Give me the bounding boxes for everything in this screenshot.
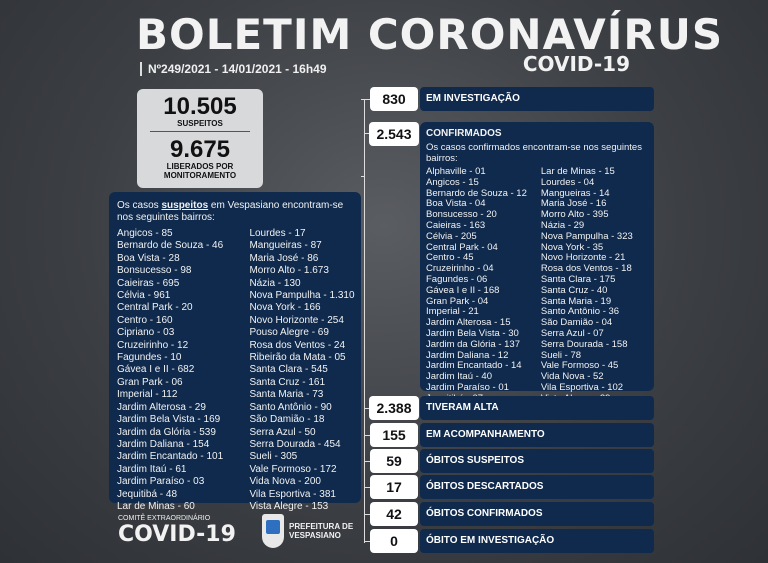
- list-item: Jardim da Glória - 137: [426, 338, 520, 350]
- connector-line: [361, 176, 365, 177]
- released-count: 9.675: [169, 136, 231, 163]
- list-item: Vale Formoso - 172: [249, 463, 337, 475]
- list-item: Santo Antônio - 90: [249, 401, 332, 413]
- released-label-2: MONITORAMENTO: [163, 171, 237, 180]
- list-item: Jardim Encantado - 14: [426, 360, 522, 372]
- list-item: Bonsucesso - 98: [117, 265, 192, 277]
- connector-line: [361, 99, 370, 100]
- suspects-neighborhoods-panel: [109, 192, 361, 512]
- list-item: Maria José - 86: [249, 252, 319, 264]
- suspects-count: 10.505: [163, 93, 237, 120]
- list-item: Gávea I e II - 168: [426, 284, 500, 296]
- investigated-deaths-label: ÓBITO EM INVESTIGAÇÃO: [420, 529, 654, 553]
- list-item: Vila Esportiva - 381: [249, 488, 336, 500]
- list-item: Santa Cruz - 40: [540, 284, 608, 296]
- list-item: Alphaville - 01: [426, 166, 486, 177]
- committee-logo: [118, 515, 236, 547]
- list-item: Nova York - 35: [540, 241, 604, 253]
- list-item: Célvia - 961: [117, 290, 171, 302]
- list-item: Boa Vista - 04: [426, 198, 486, 210]
- list-item: Caieiras - 163: [426, 219, 486, 231]
- list-item: Vida Nova - 200: [249, 476, 321, 488]
- confirmed-count: 2.543: [369, 122, 419, 146]
- list-item: Maria José - 16: [540, 198, 607, 210]
- suspects-summary: [137, 89, 263, 188]
- list-item: Santo Antônio - 36: [540, 306, 620, 318]
- confirmed-intro: Os casos confirmados encontram-se nos seguintes bairros:: [426, 142, 642, 164]
- list-item: Santa Cruz - 161: [249, 376, 326, 388]
- list-item: Jardim Alterosa - 15: [426, 317, 511, 329]
- list-item: Célvia - 205: [426, 230, 477, 242]
- list-item: Jardim Itaú - 40: [426, 371, 492, 383]
- monitoring-label: EM ACOMPANHAMENTO: [420, 423, 654, 447]
- confirmed-deaths-label: ÓBITOS CONFIRMADOS: [420, 502, 654, 526]
- list-item: Vida Nova - 52: [540, 371, 604, 383]
- list-item: Morro Alto - 395: [540, 209, 609, 221]
- list-item: Vale Formoso - 45: [540, 360, 619, 372]
- covid-logo-text: COVID-19: [118, 522, 236, 547]
- list-item: Cruzeirinho - 04: [426, 263, 494, 275]
- discarded-deaths-label: ÓBITOS DESCARTADOS: [420, 475, 654, 499]
- confirmed-neighborhoods-panel: [420, 122, 654, 391]
- list-item: Jardim Encantado - 101: [117, 451, 224, 463]
- list-item: Fagundes - 06: [426, 273, 488, 285]
- bulletin-date: Nº249/2021 - 14/01/2021 - 16h49: [140, 62, 327, 76]
- list-item: Fagundes - 10: [117, 352, 182, 364]
- list-item: São Damião - 04: [540, 317, 613, 329]
- list-item: Mangueiras - 14: [540, 187, 610, 199]
- list-item: Jequitibá - 48: [117, 488, 178, 500]
- list-item: Nova Pampulha - 1.310: [249, 290, 355, 302]
- confirmed-deaths-count: 42: [370, 502, 418, 526]
- list-item: Jardim Daliana - 12: [426, 349, 509, 361]
- list-item: Rosa dos Ventos - 24: [249, 339, 346, 351]
- list-item: Gávea I e II - 682: [117, 364, 195, 376]
- list-item: Lourdes - 04: [540, 176, 595, 188]
- divider: [150, 131, 250, 132]
- list-item: Jardim Itaú - 61: [117, 463, 187, 475]
- list-item: Santa Clara - 175: [540, 273, 616, 285]
- list-item: Imperial - 21: [426, 306, 479, 318]
- list-item: Boa Vista - 28: [117, 252, 180, 264]
- list-item: Pouso Alegre - 69: [249, 327, 329, 339]
- list-item: Lar de Minas - 60: [117, 500, 195, 512]
- list-item: Bonsucesso - 20: [426, 209, 497, 221]
- list-item: Bernardo de Souza - 12: [426, 187, 527, 199]
- list-item: Santa Clara - 545: [249, 364, 328, 376]
- list-item: Serra Dourada - 454: [249, 438, 341, 450]
- list-item: Santa Maria - 73: [249, 389, 324, 401]
- list-item: Vila Esportiva - 102: [540, 381, 624, 393]
- list-item: Morro Alto - 1.673: [249, 265, 329, 277]
- suspects-column-2: [249, 228, 355, 513]
- list-item: Názia - 130: [249, 277, 301, 289]
- list-item: Central Park - 20: [117, 302, 193, 314]
- list-item: Nova York - 166: [249, 302, 321, 314]
- investigated-deaths-count: 0: [370, 529, 418, 553]
- list-item: Centro - 160: [117, 314, 173, 326]
- connector-line: [364, 99, 365, 543]
- suspects-label: SUSPEITOS: [177, 119, 223, 128]
- list-item: Caieiras - 695: [117, 277, 180, 289]
- list-item: Jardim Bela Vista - 30: [426, 327, 519, 339]
- investigation-count: 830: [370, 87, 418, 111]
- discarded-deaths-count: 17: [370, 475, 418, 499]
- list-item: Ribeirão da Mata - 05: [249, 352, 346, 364]
- covid-subtitle: COVID-19: [522, 52, 630, 76]
- confirmed-label: CONFIRMADOS: [426, 128, 502, 139]
- list-item: Jardim Daliana - 154: [117, 438, 210, 450]
- confirmed-column-1: [426, 167, 541, 405]
- list-item: Gran Park - 04: [426, 295, 489, 307]
- list-item: Angicos - 15: [426, 176, 479, 188]
- confirmed-column-2: [541, 167, 648, 405]
- list-item: Bernardo de Souza - 46: [117, 240, 224, 252]
- list-item: Cipriano - 03: [117, 327, 175, 339]
- list-item: Centro - 45: [426, 252, 474, 264]
- committee-label: COMITÊ EXTRAORDINÁRIO: [118, 515, 211, 522]
- list-item: Central Park - 04: [426, 241, 498, 253]
- list-item: Jardim Alterosa - 29: [117, 401, 206, 413]
- list-item: São Damião - 18: [249, 414, 325, 426]
- list-item: Santa Maria - 19: [540, 295, 612, 307]
- list-item: Jardim da Glória - 539: [117, 426, 216, 438]
- suspected-deaths-label: ÓBITOS SUSPEITOS: [420, 449, 654, 473]
- monitoring-count: 155: [370, 423, 418, 447]
- list-item: Jardim Paraíso - 03: [117, 476, 205, 488]
- list-item: Jardim Paraíso - 01: [426, 381, 509, 393]
- suspected-deaths-count: 59: [370, 449, 418, 473]
- investigation-label: EM INVESTIGAÇÃO: [420, 87, 654, 111]
- list-item: Sueli - 305: [249, 451, 298, 463]
- city-hall-logo: PREFEITURA DE VESPASIANO: [289, 522, 354, 540]
- suspects-column-1: [117, 228, 249, 513]
- list-item: Serra Dourada - 158: [540, 338, 628, 350]
- list-item: Novo Horizonte - 21: [540, 252, 626, 264]
- list-item: Mangueiras - 87: [249, 240, 322, 252]
- suspects-intro: Os casos suspeitos em Vespasiano encontram-se nos seguintes bairros:: [117, 200, 344, 223]
- list-item: Novo Horizonte - 254: [249, 314, 344, 326]
- list-item: Serra Azul - 50: [249, 426, 316, 438]
- list-item: Rosa dos Ventos - 18: [540, 263, 632, 275]
- bulletin-title: BOLETIM CORONAVÍRUS: [136, 10, 724, 59]
- list-item: Sueli - 78: [540, 349, 582, 361]
- list-item: Lar de Minas - 15: [540, 166, 615, 177]
- released-label-1: LIBERADOS POR: [166, 162, 234, 171]
- list-item: Vista Alegre - 153: [249, 500, 329, 512]
- discharged-label: TIVERAM ALTA: [420, 396, 654, 420]
- list-item: Imperial - 112: [117, 389, 178, 401]
- list-item: Názia - 29: [540, 219, 585, 231]
- list-item: Lourdes - 17: [249, 228, 306, 239]
- list-item: Serra Azul - 07: [540, 327, 604, 339]
- list-item: Angicos - 85: [117, 228, 173, 239]
- list-item: Gran Park - 06: [117, 376, 183, 388]
- list-item: Jardim Bela Vista - 169: [117, 414, 221, 426]
- city-crest-icon: [262, 514, 284, 548]
- list-item: Nova Pampulha - 323: [540, 230, 633, 242]
- discharged-count: 2.388: [369, 396, 419, 420]
- list-item: Cruzeirinho - 12: [117, 339, 189, 351]
